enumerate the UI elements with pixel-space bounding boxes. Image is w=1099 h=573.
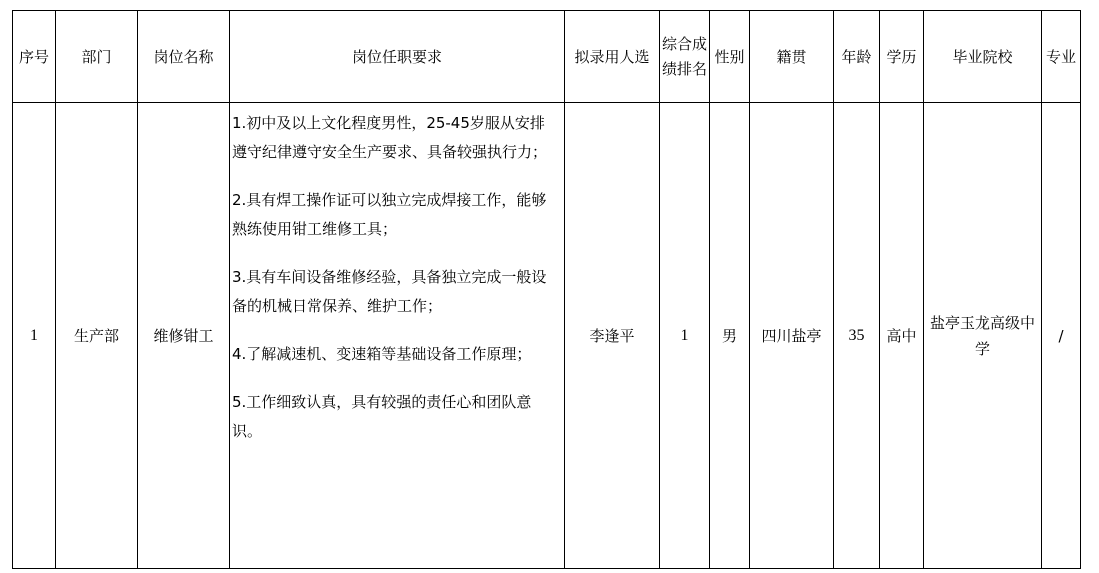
requirement-item: 2.具有焊工操作证可以独立完成焊接工作，能够熟练使用钳工维修工具； (232, 191, 547, 238)
header-rank-line2: 绩排名 (661, 59, 707, 78)
cell-age: 35 (834, 103, 880, 569)
requirement-item: 5.工作细致认真，具有较强的责任心和团队意识。 (232, 393, 532, 440)
cell-candidate: 李逢平 (565, 103, 660, 569)
cell-seq: 1 (13, 103, 56, 569)
cell-school: 盐亭玉龙高级中学 (924, 103, 1042, 569)
header-seq: 序号 (13, 11, 56, 103)
header-dept: 部门 (56, 11, 138, 103)
cell-education: 高中 (880, 103, 924, 569)
header-age: 年龄 (834, 11, 880, 103)
header-requirements: 岗位任职要求 (230, 11, 565, 103)
header-candidate: 拟录用人选 (565, 11, 660, 103)
header-hometown: 籍贯 (750, 11, 834, 103)
requirement-item: 1.初中及以上文化程度男性，25-45岁服从安排遵守纪律遵守安全生产要求、具备较强执行力； (232, 114, 548, 161)
header-rank-line1: 综合成 (661, 34, 707, 53)
cell-rank: 1 (660, 103, 710, 569)
header-row (13, 11, 1081, 103)
cell-position: 维修钳工 (138, 103, 230, 569)
header-gender: 性别 (710, 11, 750, 103)
header-education: 学历 (880, 11, 924, 103)
header-major: 专业 (1042, 11, 1081, 103)
cell-major: / (1042, 103, 1081, 569)
cell-gender: 男 (710, 103, 750, 569)
cell-requirements (230, 103, 565, 569)
cell-hometown: 四川盐亭 (750, 103, 834, 569)
table-row (13, 103, 1081, 569)
header-school: 毕业院校 (924, 11, 1042, 103)
header-rank (660, 11, 710, 103)
hiring-table (12, 10, 1081, 569)
requirement-item: 3.具有车间设备维修经验，具备独立完成一般设备的机械日常保养、维护工作； (232, 268, 547, 315)
cell-dept: 生产部 (56, 103, 138, 569)
requirement-item: 4.了解减速机、变速箱等基础设备工作原理； (232, 345, 532, 363)
header-position: 岗位名称 (138, 11, 230, 103)
